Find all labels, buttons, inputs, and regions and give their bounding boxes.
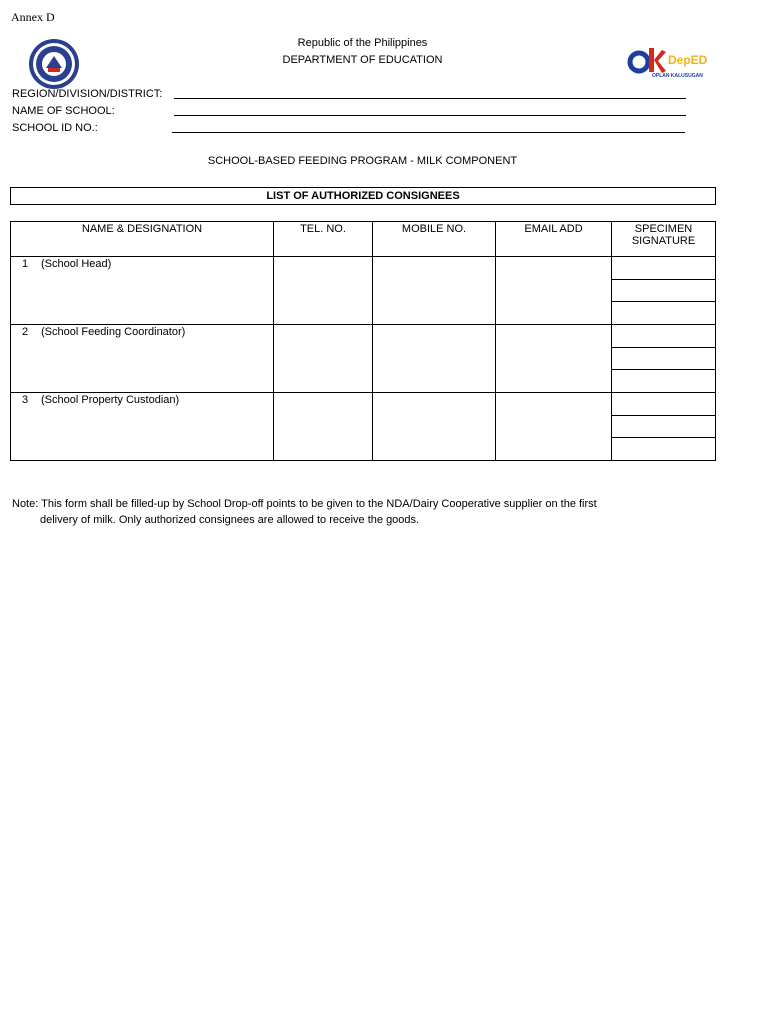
email-add-cell[interactable] — [496, 325, 612, 393]
header-name-designation: NAME & DESIGNATION — [11, 222, 274, 257]
email-add-cell[interactable] — [496, 257, 612, 325]
row-designation: (School Feeding Coordinator) — [41, 326, 186, 338]
signature-cell[interactable] — [612, 393, 716, 461]
mobile-no-cell[interactable] — [373, 257, 496, 325]
name-designation-cell[interactable] — [11, 393, 274, 461]
header-mobile-no: MOBILE NO. — [373, 222, 496, 257]
name-designation-cell[interactable] — [11, 325, 274, 393]
signature-cell[interactable] — [612, 257, 716, 325]
signature-line[interactable] — [612, 348, 715, 371]
mobile-no-cell[interactable] — [373, 393, 496, 461]
region-division-district-line[interactable] — [174, 98, 686, 99]
row-number: 2 — [22, 326, 29, 338]
row-designation: (School Property Custodian) — [41, 394, 180, 406]
svg-text:DepED: DepED — [668, 53, 708, 67]
program-title: SCHOOL-BASED FEEDING PROGRAM - MILK COMPONENT — [207, 155, 518, 167]
note-line-2: delivery of milk. Only authorized consignees are allowed to receive the goods. — [40, 514, 420, 526]
tel-no-cell[interactable] — [274, 257, 373, 325]
header-specimen-signature: SPECIMEN SIGNATURE — [612, 222, 716, 257]
annex-label: Annex D — [11, 10, 55, 24]
school-id-line[interactable] — [172, 132, 685, 133]
note-text — [12, 496, 702, 528]
consignees-table — [10, 221, 716, 461]
signature-line[interactable] — [612, 325, 715, 348]
table-row — [11, 393, 716, 461]
list-title: LIST OF AUTHORIZED CONSIGNEES — [10, 187, 716, 205]
ok-deped-logo-icon — [628, 40, 708, 80]
tel-no-cell[interactable] — [274, 325, 373, 393]
signature-line[interactable] — [612, 257, 715, 280]
row-number: 1 — [22, 258, 29, 270]
signature-line[interactable] — [612, 438, 715, 460]
email-add-cell[interactable] — [496, 393, 612, 461]
header-email-add: EMAIL ADD — [496, 222, 612, 257]
region-division-district-label: REGION/DIVISION/DISTRICT: — [12, 88, 163, 100]
mobile-no-cell[interactable] — [373, 325, 496, 393]
school-name-line[interactable] — [174, 115, 686, 116]
tel-no-cell[interactable] — [274, 393, 373, 461]
republic-heading: Republic of the Philippines — [297, 37, 428, 49]
table-row — [11, 325, 716, 393]
signature-line[interactable] — [612, 280, 715, 303]
row-designation: (School Head) — [41, 258, 112, 270]
signature-line[interactable] — [612, 302, 715, 324]
school-id-label: SCHOOL ID NO.: — [12, 122, 98, 134]
signature-line[interactable] — [612, 416, 715, 439]
school-name-label: NAME OF SCHOOL: — [12, 105, 115, 117]
signature-line[interactable] — [612, 370, 715, 392]
signature-cell[interactable] — [612, 325, 716, 393]
row-number: 3 — [22, 394, 29, 406]
note-line-1: Note: This form shall be filled-up by School Drop-off points to be given to the NDA/Dairy Cooperative supplier on the first — [12, 498, 597, 510]
svg-text:OPLAN KALUSUGAN: OPLAN KALUSUGAN — [652, 73, 703, 79]
signature-line[interactable] — [612, 393, 715, 416]
table-header-row — [11, 222, 716, 257]
department-heading: DEPARTMENT OF EDUCATION — [282, 54, 443, 66]
name-designation-cell[interactable] — [11, 257, 274, 325]
header-tel-no: TEL. NO. — [274, 222, 373, 257]
table-row — [11, 257, 716, 325]
